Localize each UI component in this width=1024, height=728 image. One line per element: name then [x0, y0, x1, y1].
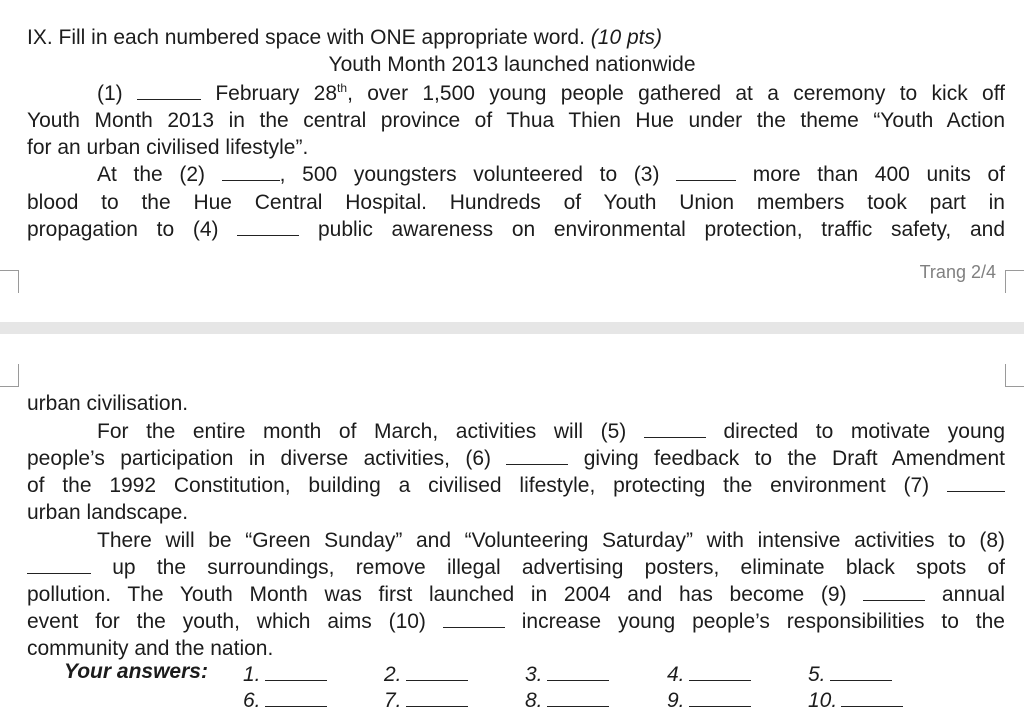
para3-text-b: directed to motivate young: [723, 420, 1006, 443]
para2-line3-text-a: propagation to (4): [27, 218, 219, 241]
page-separator: [0, 322, 1024, 334]
answers-label: Your answers:: [64, 660, 208, 683]
blank-8[interactable]: [27, 555, 91, 574]
para2-line3: [27, 216, 1005, 243]
document-page-1: [0, 0, 1024, 322]
answer-slot-4[interactable]: [667, 662, 751, 687]
para4-line4: [27, 608, 1005, 635]
crop-mark-right-2: [1005, 364, 1024, 387]
para4-line2-text: up the surroundings, remove illegal advertising posters, eliminate black spots of: [112, 556, 1005, 579]
answer-blank-4[interactable]: [689, 662, 751, 681]
para4-line3: [27, 581, 1005, 608]
blank-3[interactable]: [676, 162, 736, 181]
answer-slot-6[interactable]: [243, 688, 327, 713]
para3-line2-text-a: people’s participation in diverse activities, (6): [27, 447, 491, 470]
crop-mark-left: [0, 270, 19, 293]
answer-blank-6[interactable]: [265, 688, 327, 707]
para3-text-a: For the entire month of March, activities will (5): [97, 420, 627, 443]
para1-line2: Youth Month 2013 in the central province of Thua Thien Hue under the theme “Youth Action: [27, 109, 1005, 132]
answer-blank-10[interactable]: [841, 688, 903, 707]
answer-slot-5[interactable]: [808, 662, 892, 687]
answer-blank-5[interactable]: [830, 662, 892, 681]
crop-mark-left-2: [0, 364, 19, 387]
answer-number-7: 7.: [384, 689, 402, 712]
para4-line4-text-b: increase young people’s responsibilities to the: [521, 610, 1005, 633]
blank-9[interactable]: [863, 582, 925, 601]
para2-text-a: At the (2): [97, 163, 206, 186]
answer-blank-9[interactable]: [689, 688, 751, 707]
crop-mark-right: [1005, 270, 1024, 293]
answer-blank-2[interactable]: [406, 662, 468, 681]
answer-blank-7[interactable]: [406, 688, 468, 707]
para3-line3: [27, 472, 1005, 499]
answer-number-10: 10.: [808, 689, 838, 712]
para2-line3-text-b: public awareness on environmental protection, traffic safety, and: [317, 218, 1005, 241]
blank-5[interactable]: [644, 419, 706, 438]
para3-line1: [97, 418, 1005, 445]
document-page-2: [0, 334, 1024, 728]
answer-slot-3[interactable]: [525, 662, 609, 687]
answer-slot-10[interactable]: [808, 688, 903, 713]
para3-line3-text: of the 1992 Constitution, building a civilised lifestyle, protecting the environment (7): [27, 474, 930, 497]
para2-text-b: , 500 youngsters volunteered to (3): [279, 163, 660, 186]
exercise-heading: IX. Fill in each numbered space with ONE appropriate word.: [27, 26, 585, 49]
answer-number-3: 3.: [525, 663, 543, 686]
blank-1[interactable]: [137, 81, 201, 100]
exercise-points: (10 pts): [590, 26, 662, 49]
answer-slot-2[interactable]: [384, 662, 468, 687]
answer-number-5: 5.: [808, 663, 826, 686]
para3-line2: [27, 445, 1005, 472]
superscript-th: th: [337, 81, 348, 95]
answer-slot-7[interactable]: [384, 688, 468, 713]
answer-number-2: 2.: [384, 663, 402, 686]
blank-2[interactable]: [222, 162, 280, 181]
answer-slot-1[interactable]: [243, 662, 327, 687]
exercise-heading-line: [27, 24, 1005, 51]
para4-line5: community and the nation.: [27, 637, 274, 660]
para3-line2-text-b: giving feedback to the Draft Amendment: [583, 447, 1005, 470]
para4-line3-text-b: annual: [941, 583, 1005, 606]
para3-line4: urban landscape.: [27, 501, 189, 524]
answer-number-1: 1.: [243, 663, 261, 686]
answer-number-6: 6.: [243, 689, 261, 712]
passage-title: Youth Month 2013 launched nationwide: [328, 53, 696, 76]
para2-line1: [97, 161, 1005, 188]
answer-number-8: 8.: [525, 689, 543, 712]
blank-number-1: (1): [97, 82, 123, 105]
para4-line1: There will be “Green Sunday” and “Volunteering Saturday” with intensive activities to (8): [97, 529, 1005, 552]
para2-line2: blood to the Hue Central Hospital. Hundreds of Youth Union members took part in: [27, 191, 1005, 214]
page-number: Trang 2/4: [919, 262, 996, 282]
blank-10[interactable]: [443, 609, 505, 628]
answer-number-9: 9.: [667, 689, 685, 712]
para1-line1: [97, 80, 1005, 107]
blank-7[interactable]: [947, 473, 1005, 492]
para4-line3-text-a: pollution. The Youth Month was first launched in 2004 and has become (9): [27, 583, 847, 606]
para1-line3: for an urban civilised lifestyle”.: [27, 136, 309, 159]
para4-line2: [27, 554, 1005, 581]
para1-text-cont: , over 1,500 young people gathered at a ceremony to kick off: [347, 82, 1005, 105]
blank-6[interactable]: [506, 446, 568, 465]
para4-line4-text-a: event for the youth, which aims (10): [27, 610, 426, 633]
para1-text: February 28: [215, 82, 338, 105]
answer-blank-3[interactable]: [547, 662, 609, 681]
page2-line0: urban civilisation.: [27, 392, 189, 415]
answer-slot-8[interactable]: [525, 688, 609, 713]
answer-number-4: 4.: [667, 663, 685, 686]
para2-text-c: more than 400 units of: [752, 163, 1005, 186]
blank-4[interactable]: [237, 217, 299, 236]
answer-blank-1[interactable]: [265, 662, 327, 681]
answer-blank-8[interactable]: [547, 688, 609, 707]
answer-slot-9[interactable]: [667, 688, 751, 713]
